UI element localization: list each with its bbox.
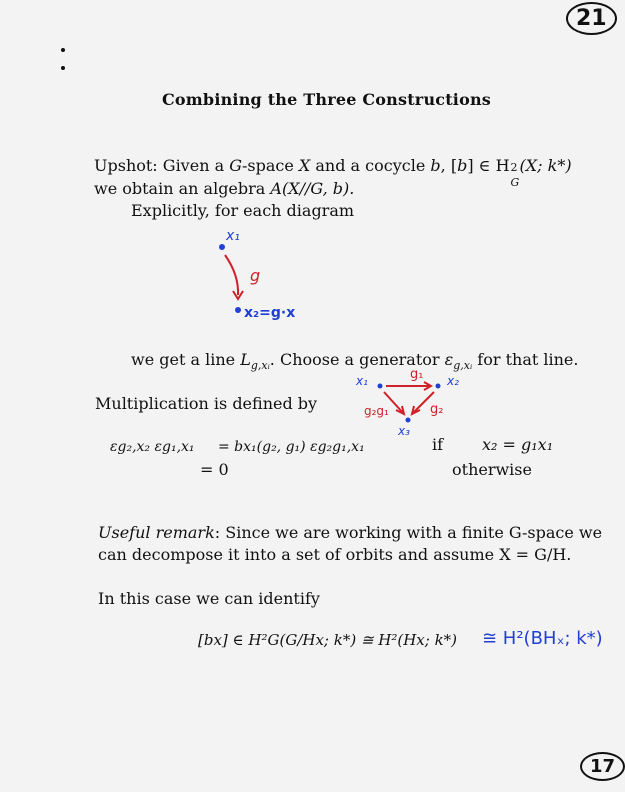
text: we get a line — [131, 350, 241, 369]
math-var: X — [298, 156, 311, 175]
label-x2-eq: x₂=g·x — [244, 305, 296, 321]
label-x1: x₁ — [226, 228, 240, 244]
remark-line-1 — [98, 525, 602, 541]
formula-lhs: εg₂,x₂ εg₁,x₁ — [110, 439, 195, 455]
final-formula-handwritten: ≅ H²(BHₓ; k*) — [482, 628, 603, 649]
multiplication-text: Multiplication is defined by — [95, 394, 318, 413]
math-var: G — [229, 156, 242, 175]
formula-rhs: = bx₁(g₂, g₁) εg₂g₁,x₁ — [218, 439, 365, 455]
tri-label-g1: g₁ — [410, 367, 424, 382]
text: Upshot: Given a — [94, 156, 230, 175]
text: for that line. — [472, 350, 579, 369]
point-x1 — [378, 384, 383, 389]
text: -space — [241, 156, 299, 175]
math-var: b — [430, 156, 441, 175]
subscript: g,xᵢ — [453, 359, 473, 373]
page-number-bottom: 17 — [580, 752, 625, 781]
remark-line-2: can decompose it into a set of orbits and assume X = G/H. — [98, 545, 572, 564]
superscript: 2 — [510, 161, 518, 174]
label-g: g — [250, 266, 261, 285]
tri-label-g2: g₂ — [430, 402, 444, 417]
text: : Since we are working with a finite G-space we — [214, 523, 603, 542]
math-expr: A(X//G, b). — [270, 179, 355, 198]
tri-label-x2: x₂ — [447, 374, 459, 388]
point-x2 — [436, 384, 441, 389]
text: . Choose a generator — [269, 350, 445, 369]
text: and a cocycle — [310, 156, 431, 175]
upshot-line-3: Explicitly, for each diagram — [131, 201, 355, 220]
page-number-top: 21 — [566, 2, 617, 35]
subscript: G — [510, 176, 520, 189]
punch-dot — [61, 48, 65, 52]
remark-label: Useful remark — [98, 523, 215, 542]
formula-otherwise: otherwise — [452, 460, 532, 479]
point-x2 — [235, 307, 241, 313]
upshot-line-2 — [94, 181, 354, 197]
text: ] ∈ H — [467, 156, 510, 175]
formula-if: if — [432, 435, 444, 454]
subscript: g,xᵢ — [250, 359, 270, 373]
final-formula: [bx] ∈ H²G(G/Hx; k*) ≅ H²(Hx; k*) — [198, 631, 458, 649]
identify-text: In this case we can identify — [98, 589, 320, 608]
arrow-g — [225, 255, 238, 295]
page-title: Combining the Three Constructions — [162, 90, 491, 109]
formula-zero: = 0 — [200, 460, 229, 479]
tri-label-g2g1: g₂g₁ — [364, 404, 389, 418]
text: , [ — [440, 156, 458, 175]
math-var: L — [240, 350, 251, 369]
formula-condition: x₂ = g₁x₁ — [482, 435, 554, 454]
math-var: b — [457, 156, 468, 175]
tri-label-x3: x₃ — [398, 424, 410, 438]
math-expr: (X; k*) — [519, 156, 572, 175]
text: we obtain an algebra — [94, 179, 271, 198]
math-var: ε — [444, 350, 454, 369]
point-x3 — [406, 418, 411, 423]
punch-dot — [61, 66, 65, 70]
point-x1 — [219, 244, 225, 250]
tri-label-x1: x₁ — [356, 374, 368, 388]
